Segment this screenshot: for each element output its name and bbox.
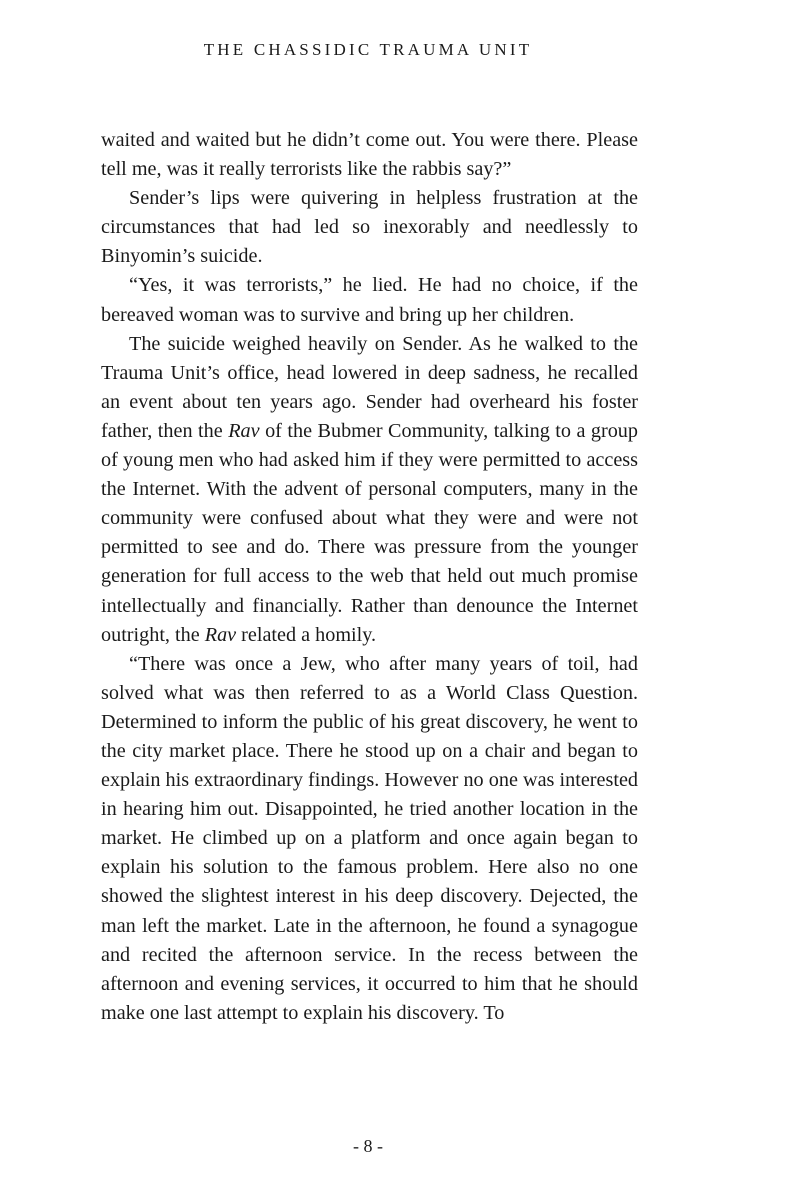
page-body [101,126,638,1028]
paragraph-text: related a homily. [236,623,377,646]
running-head: THE CHASSIDIC TRAUMA UNIT [203,40,533,59]
paragraph-text: The suicide weighed heavily on Sender. As he walked to the Trauma Unit’s office, head lowered in deep sadness, he recalled an event about ten years ago. Sender had overheard his foster father, then the [101,332,638,442]
paragraph-text: waited and waited but he didn’t come out. You were there. Please tell me, was it really terrorists like the rabbis say?” [101,129,638,181]
body-paragraph [101,126,638,184]
paragraph-text: of the Bubmer Community, talking to a group of young men who had asked him if they were permitted to access the Internet. With the advent of personal computers, many in the community were confused about what they were and were not permitted to see and do. There was pressure from the younger generation for full access to the web that held out much promise intellectually and financially. Rather than denounce the Internet outright, the [101,419,638,646]
body-paragraph [101,650,638,1028]
page-number: - 8 - [353,1136,383,1156]
body-paragraph [101,271,638,329]
body-paragraph [101,184,638,271]
paragraph-text: “Yes, it was terrorists,” he lied. He had no choice, if the bereaved woman was to survive and bring up her children. [101,274,638,326]
paragraph-text: Sender’s lips were quivering in helpless frustration at the circumstances that had led so inexorably and needlessly to Binyomin’s suicide. [101,187,638,268]
paragraph-text: “There was once a Jew, who after many years of toil, had solved what was then referred to as a World Class Question. Determined to inform the public of his great discovery, he went to the city market place. There he stood up on a chair and began to explain his extraordinary findings. However no one was interested in hearing him out. Disappointed, he tried another location in the market. He climbed up on a platform and once again began to explain his solution to the famous problem. Here also no one showed the slightest interest in his deep discovery. Dejected, the man left the market. Late in the afternoon, he found a synagogue and recited the afternoon service. In the recess between the afternoon and evening services, it occurred to him that he should make one last attempt to explain his discovery. To [101,652,638,1024]
italic-term: Rav [228,419,260,442]
italic-term: Rav [204,623,237,646]
body-paragraph [101,330,638,650]
